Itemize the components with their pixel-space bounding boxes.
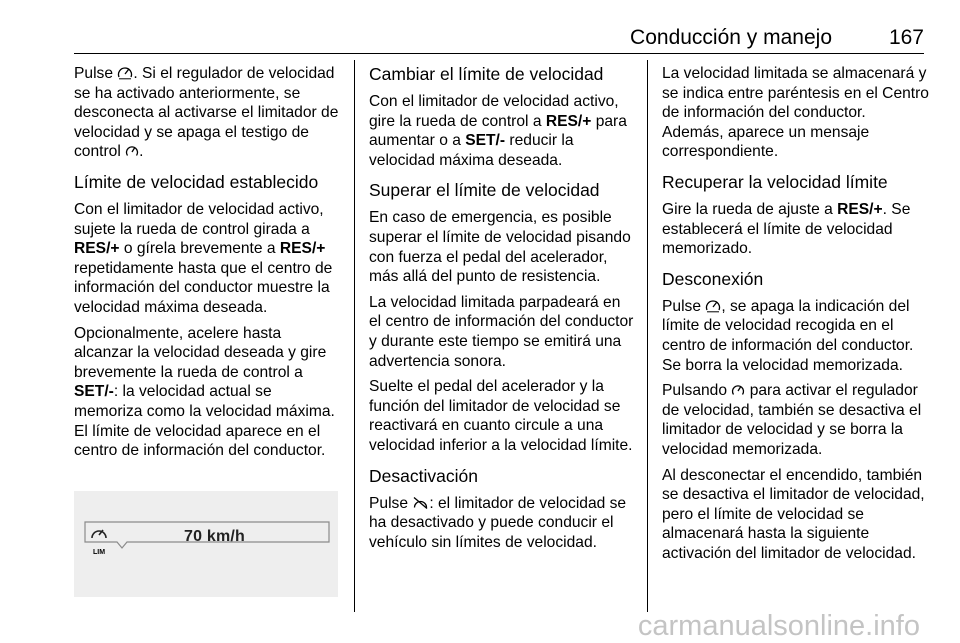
subheading: Desconexión: [662, 268, 764, 289]
column-divider: [647, 60, 648, 612]
speed-limiter-icon: [705, 298, 721, 313]
paragraph: Con el limitador de velocidad activo, sujete la rueda de control girada a RES/+ o gírela brevemente a RES/+ repetidamente hasta que el centro de información del conductor muestre la velocidad máxima deseada.: [74, 200, 333, 316]
paragraph: Al desconectar el encendido, también se desactiva el limitador de velocidad, pero el límite de velocidad se almacenará hasta la siguiente activación del limitador de velocidad.: [662, 466, 925, 562]
paragraph: La velocidad limitada se almacenará y se indica entre paréntesis en el Centro de información del conductor. Además, aparece un mensaje correspondiente.: [662, 65, 929, 161]
driver-info-display-image: [74, 491, 338, 597]
paragraph: Pulse , se apaga la indicación del límite de velocidad recogida en el centro de información del conductor. Se borra la velocidad memorizada.: [662, 297, 914, 374]
column-3: [662, 64, 930, 569]
page-header: [0, 22, 960, 52]
page-number: 167: [888, 26, 924, 49]
column-1: [74, 64, 340, 597]
cruise-control-icon: [731, 383, 745, 397]
header-rule: [74, 53, 924, 54]
paragraph: La velocidad limitada parpadeará en el centro de información del conductor y durante este tiempo se emitirá una advertencia sonora.: [369, 293, 634, 370]
subheading: Superar el límite de velocidad: [369, 180, 600, 201]
speed-limiter-icon: [117, 65, 133, 80]
column-divider: [354, 60, 355, 612]
paragraph: Pulsando para activar el regulador de velocidad, también se desactiva el limitador de velocidad y se borra la velocidad memorizada.: [662, 382, 922, 458]
paragraph: Suelte el pedal del acelerador y la función del limitador de velocidad se reactivará en cuanto circule a una velocidad inferior a la velocidad límite.: [369, 378, 633, 454]
column-2: [369, 64, 635, 558]
paragraph: Opcionalmente, acelere hasta alcanzar la velocidad deseada y gire brevemente la rueda de control a SET/-: la velocidad actual se memoriza como la velocidad máxima. El límite de velocidad aparece en el centro de información del conductor.: [74, 324, 335, 460]
subheading: Cambiar el límite de velocidad: [369, 64, 604, 84]
paragraph: Gire la rueda de ajuste a RES/+. Se establecerá el límite de velocidad memorizado.: [662, 200, 911, 258]
paragraph: Con el limitador de velocidad activo, gire la rueda de control a RES/+ para aumentar o a SET/- reducir la velocidad máxima deseada.: [369, 93, 627, 169]
paragraph: Pulse : el limitador de velocidad se ha desactivado y puede conducir el vehículo sin límites de velocidad.: [369, 494, 627, 551]
section-title: Conducción y manejo: [630, 26, 832, 49]
paragraph: En caso de emergencia, es posible superar el límite de velocidad pisando con fuerza el pedal del acelerador, más allá del punto de resistencia.: [369, 209, 631, 286]
subheading: Desactivación: [369, 465, 478, 486]
speed-limit-value: 70 km/h: [184, 527, 245, 545]
subheading: Límite de velocidad establecido: [74, 171, 319, 192]
paragraph: Pulse . Si el regulador de velocidad se ha activado anteriormente, se desconecta al activarse el limitador de velocidad y se apaga el testigo de control .: [74, 65, 339, 161]
subheading: Recuperar la velocidad límite: [662, 171, 888, 192]
watermark: carmanualsonline.info: [637, 610, 920, 642]
limiter-label: LIM: [93, 548, 106, 556]
cruise-control-icon: [125, 144, 139, 158]
limiter-off-icon: [412, 496, 429, 510]
